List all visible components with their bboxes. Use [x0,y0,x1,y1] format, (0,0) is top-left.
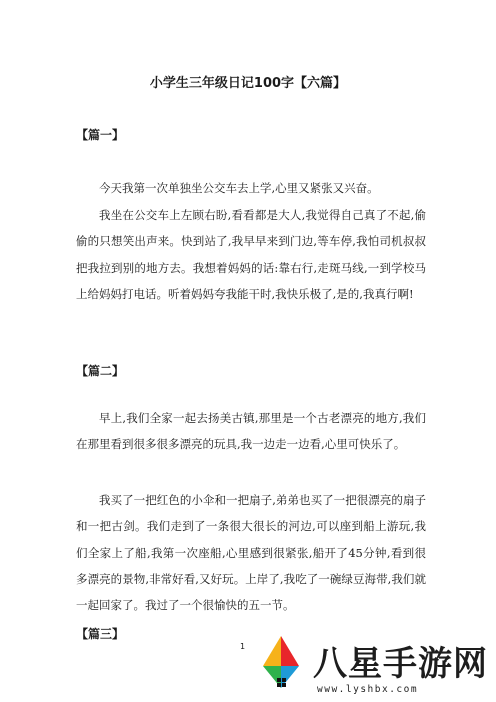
paragraph: 我坐在公交车上左顾右盼,看看都是大人,我觉得自己真了不起,偷偷的只想笑出声来。快到站了,我早早来到门边,等车停,我怕司机叔叔把我拉到别的地方去。我想着妈妈的话:靠右行,走斑马线,一到学校马上给妈妈打电话。听着妈妈夸我能干时,我快乐极了,是的,我真行啊! [76,208,426,301]
site-watermark [255,632,491,698]
site-logo-icon [255,632,307,696]
paragraph: 早上,我们全家一起去扬美古镇,那里是一个古老漂亮的地方,我们在那里看到很多很多漂亮的玩具,我一边走一边看,心里可快乐了。 [76,411,426,452]
section-heading-3: 【篇三】 [76,627,125,641]
section-heading-2: 【篇二】 [76,364,125,378]
page-number: 1 [240,642,246,651]
document-title: 小学生三年级日记100字【六篇】 [149,76,347,91]
paragraph: 我买了一把红色的小伞和一把扇子,弟弟也买了一把很漂亮的扇子和一把古剑。我们走到了一条很大很长的河边,可以座到船上游玩,我们全家上了船,我第一次座船,心里感到很紧张,船开了45分钟,看到很多漂亮的景物,非常好看,又好玩。上岸了,我吃了一碗绿豆海带,我们就一起回家了。我过了一个很愉快的五一节。 [76,493,426,613]
paragraph: 今天我第一次单独坐公交车去上学,心里又紧张又兴奋。 [99,181,379,195]
section-heading-1: 【篇一】 [76,128,125,142]
watermark-url: www.lyshbx.com [317,684,419,695]
watermark-site-name: 八星手游网 [313,644,488,684]
